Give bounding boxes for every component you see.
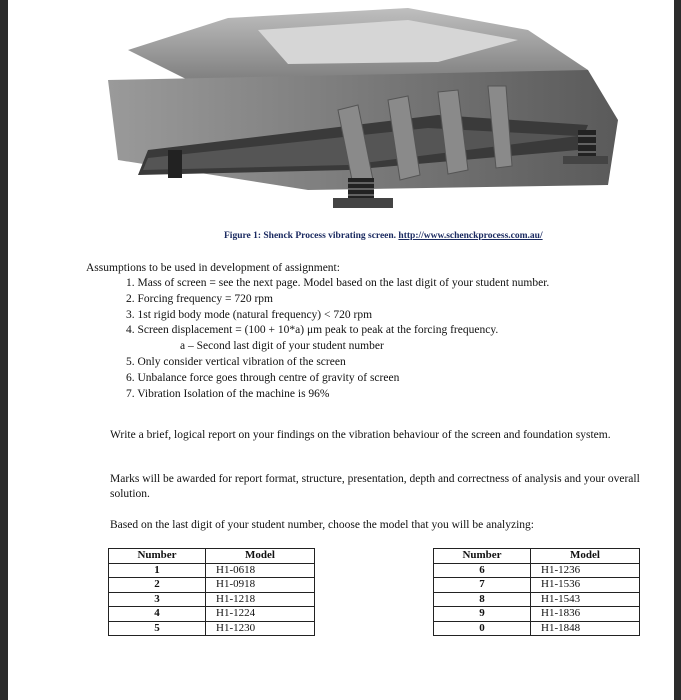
list-item: 1. Mass of screen = see the next page. Model based on the last digit of your student number.	[126, 277, 550, 289]
based-paragraph: Based on the last digit of your student number, choose the model that you will be analyzing:	[110, 519, 534, 531]
header-number-right: Number	[434, 549, 531, 564]
table-cell: H1-1536	[531, 578, 640, 593]
table-cell: H1-1543	[531, 592, 640, 607]
table-cell: 5	[109, 621, 206, 636]
models-table	[108, 548, 640, 636]
table-row	[109, 578, 640, 593]
table-cell: H1-0618	[206, 563, 315, 578]
table-row	[109, 607, 640, 622]
table-cell: H1-1236	[531, 563, 640, 578]
table-cell: H1-1848	[531, 621, 640, 636]
list-item: 4. Screen displacement = (100 + 10*a) μm peak to peak at the forcing frequency.	[126, 324, 499, 337]
table-cell: 8	[434, 592, 531, 607]
table-cell: 6	[434, 563, 531, 578]
table-cell: 4	[109, 607, 206, 622]
header-model-right: Model	[531, 549, 640, 564]
caption-link[interactable]: http://www.schenckprocess.com.au/	[398, 231, 543, 241]
header-model-left: Model	[206, 549, 315, 564]
table-cell: H1-1224	[206, 607, 315, 622]
table-cell: 9	[434, 607, 531, 622]
table-header-row	[109, 549, 640, 564]
table-row	[109, 621, 640, 636]
table-spacer	[315, 563, 434, 578]
table-cell: 3	[109, 592, 206, 607]
assumptions-heading: Assumptions to be used in development of assignment:	[86, 262, 340, 274]
table-cell: 1	[109, 563, 206, 578]
table-cell: H1-0918	[206, 578, 315, 593]
vibrating-screen-photo	[108, 0, 628, 228]
table-cell: 0	[434, 621, 531, 636]
table-cell: 7	[434, 578, 531, 593]
table-cell: 2	[109, 578, 206, 593]
table-row	[109, 563, 640, 578]
header-number-left: Number	[109, 549, 206, 564]
table-spacer	[315, 578, 434, 593]
list-item: 6. Unbalance force goes through centre of gravity of screen	[126, 371, 400, 384]
table-row	[109, 592, 640, 607]
list-item: a – Second last digit of your student number	[180, 340, 384, 353]
list-item: 7. Vibration Isolation of the machine is 96%	[126, 387, 330, 400]
figure-caption	[224, 231, 543, 241]
marks-paragraph: Marks will be awarded for report format, structure, presentation, depth and correctness of analysis and your overall solution.	[110, 473, 640, 500]
table-spacer	[315, 592, 434, 607]
caption-label: Figure 1: Shenck Process vibrating screen.	[224, 231, 397, 241]
report-paragraph: Write a brief, logical report on your findings on the vibration behaviour of the screen and foundation system.	[110, 429, 611, 441]
table-cell: H1-1836	[531, 607, 640, 622]
document-page	[8, 0, 674, 700]
list-item: 2. Forcing frequency = 720 rpm	[126, 292, 274, 305]
table-cell: H1-1218	[206, 592, 315, 607]
table-spacer	[315, 549, 434, 564]
list-item: 5. Only consider vertical vibration of the screen	[126, 355, 346, 368]
table-spacer	[315, 621, 434, 636]
table-spacer	[315, 607, 434, 622]
table-cell: H1-1230	[206, 621, 315, 636]
list-item: 3. 1st rigid body mode (natural frequency) < 720 rpm	[126, 308, 373, 321]
assumptions-list	[126, 276, 549, 402]
